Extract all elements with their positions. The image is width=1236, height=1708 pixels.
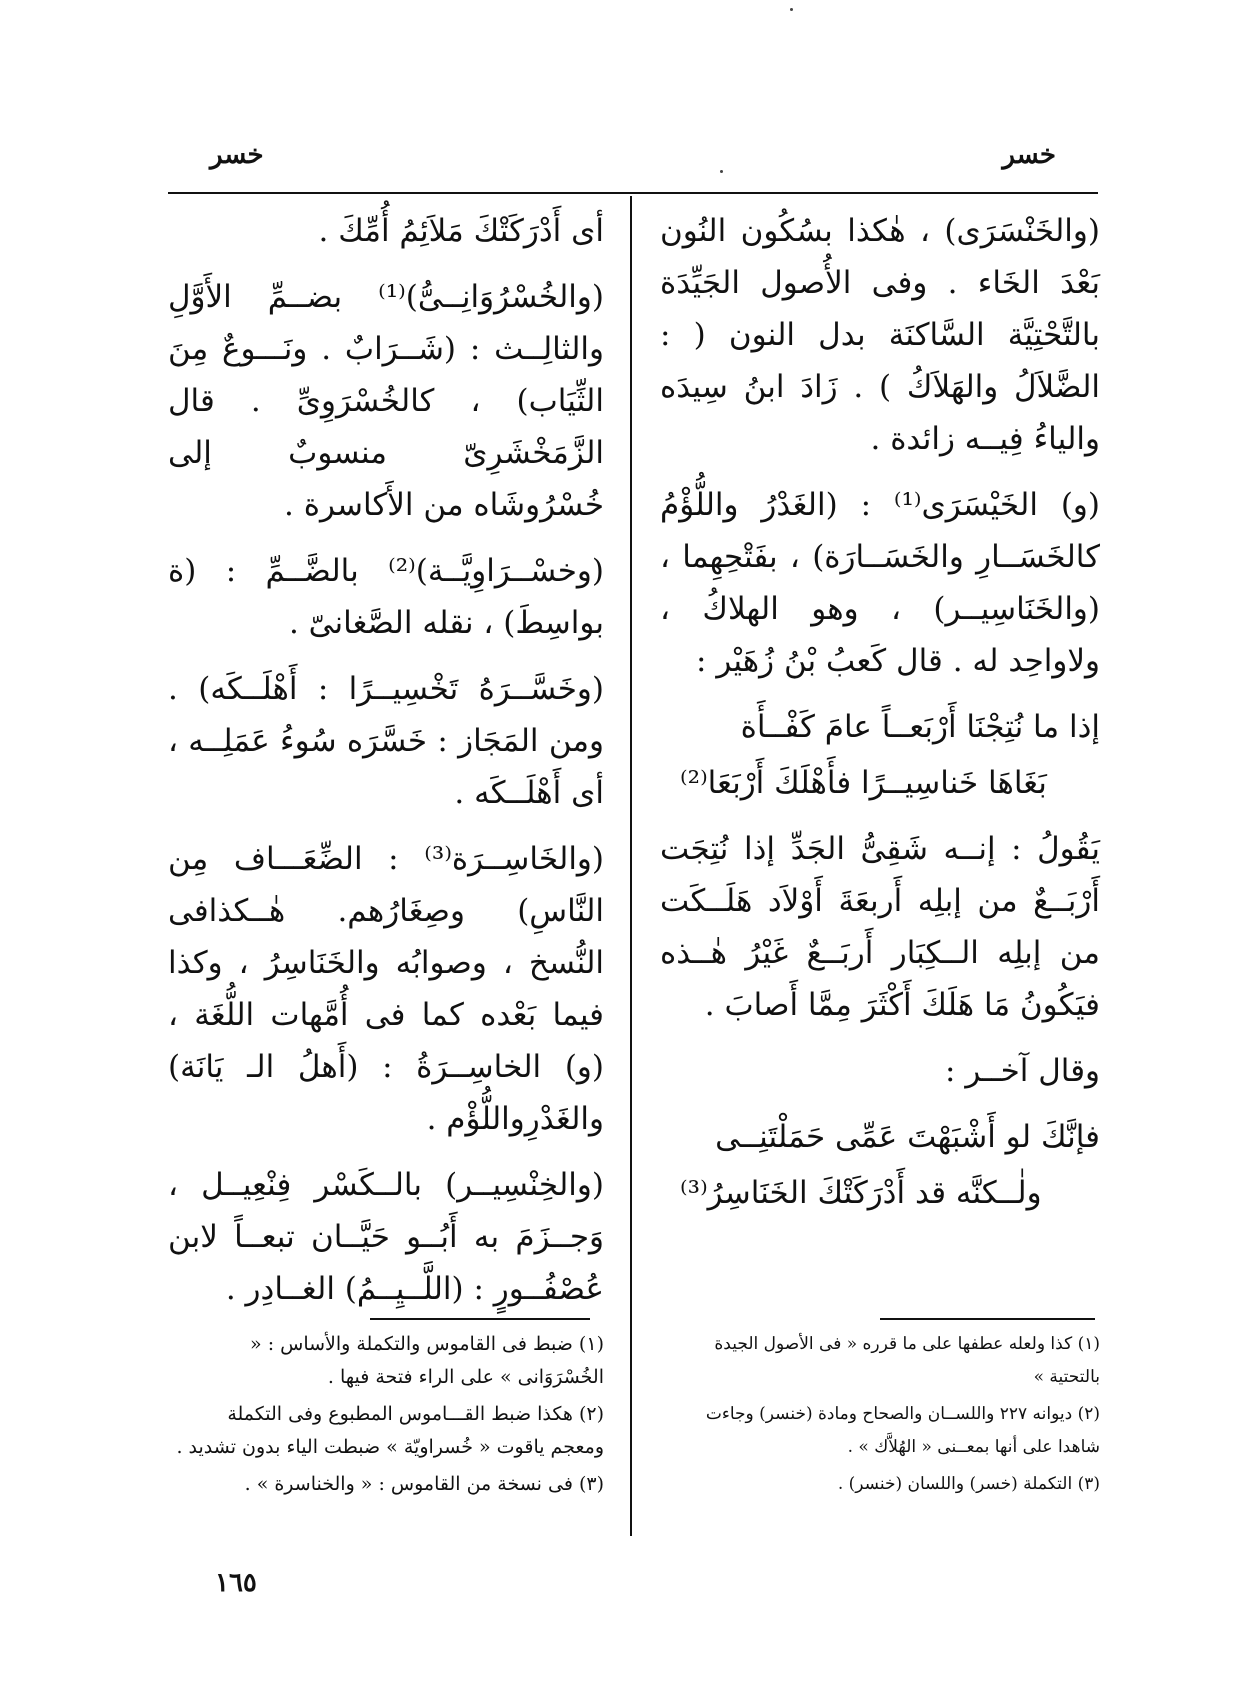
left-column xyxy=(168,205,604,1329)
page-number: ١٦٥ xyxy=(215,1568,257,1598)
footnote: (٣) التكملة (خسر) واللسان (خنسر) . xyxy=(837,1474,1100,1494)
paragraph: (والخُسْرُوَانِــىُّ)⁽¹⁾ بضــمِّ الأَوَّلِ والثالِــث : (شَــرَابٌ . ونَـــوعٌ مِنَ الثِّيَاب) ، كالخُسْرَوِىِّ . قال الزَّمَخْشَرِىّ منسوبٌ إلى خُسْرُوشَاه من الأَكاسرة . xyxy=(168,279,604,523)
column-divider xyxy=(630,196,632,1536)
paragraph: (وخسْــرَاوِيَّــة)⁽²⁾ بالضَّــمِّ : (ة بواسِطَ) ، نقله الصَّغانىّ . xyxy=(168,553,604,641)
paragraph: يَقُولُ : إنــه شَقِىُّ الجَدِّ إذا نُتِجَت أَرْبَــعٌ من إبلِه أَربعَةَ أَوْلاَد هَلَــكَت من إبلِه الــكِبَار أَربَــعٌ غَيْرُ هٰــذه فيَكُونُ مَا هَلَكَ أَكْثَرَ مِمَّا أَصابَ . xyxy=(660,831,1100,1023)
footnote: (١) ضبط فى القاموس والتكملة والأساس : « الخُسْرَوَانى » على الراء فتحة فيها . xyxy=(250,1333,604,1388)
footnotes-right xyxy=(660,1328,1100,1505)
speck xyxy=(790,8,793,11)
paragraph: (والخَنْسَرَى) ، هٰكذا بسُكُون النُون بَعْدَ الخَاء . وفى الأُصول الجَيِّدَة بالتَّحْتِيَّة السَّاكنَة بدل النون ( : الضَّلاَلُ والهَلاَكُ ) . زَادَ ابنُ سِيدَه والياءُ فِيــه زائدة . xyxy=(660,213,1100,457)
paragraph: أى أَدْرَكَتْكَ مَلاَئِمُ أُمِّكَ . xyxy=(318,213,604,249)
footnote-rule-right xyxy=(880,1318,1095,1320)
verse-line: إذا ما نُتِجْنَا أَرْبَعــاً عامَ كَفْــأَة xyxy=(740,709,1100,745)
paragraph: (والخَاسِــرَة⁽³⁾ : الضِّعَـــاف مِن النَّاسِ) وصِغَارُهم. هٰــكذافى النُّسخ ، وصوابُه والخَنَاسِرُ ، وكذا فيما بَعْده كما فى أُمَّهات اللُّغَة ، (و) الخاسِــرَةُ : (أَهلُ الـ يَانَة) والغَدْرِواللُّؤْم . xyxy=(168,841,604,1137)
footnote: (٣) فى نسخة من القاموس : « والخناسرة » . xyxy=(244,1473,604,1495)
paragraph: (والخِنْسِيــر) بالــكَسْر فِنْعِيــل ، وَجــزَمَ به أَبُــو حَيَّــان تبعــاً لابن عُصْفُــورٍ : (اللَّــيِــمُ) الغــادِر . xyxy=(168,1167,604,1307)
footnote-rule-left xyxy=(370,1318,590,1320)
verse-line: فإنَّكَ لو أَشْبَهْتَ عَمِّى حَمَلْتَنِــى xyxy=(715,1119,1100,1155)
verse-line: ولٰــكنَّه قد أَدْرَكَتْكَ الخَنَاسِرُ⁽³⁾ xyxy=(680,1175,1042,1211)
header-word-right: خسر xyxy=(1002,140,1056,170)
footnote: (٢) ديوانه ٢٢٧ واللســان والصحاح ومادة (خنسر) وجاءت شاهدا على أنها بمعــنى « الهُلاَّك » . xyxy=(705,1404,1100,1457)
paragraph: (و) الخَيْسَرَى⁽¹⁾ : (الغَدْرُ واللُّؤْمُ كالخَسَــارِ والخَسَــارَة) ، بفَتْحِهِما ، (والخَنَاسِيــر) ، وهو الهلاكُ ، ولاواحِد له . قال كَعبُ بْنُ زُهَيْر : xyxy=(660,487,1100,679)
top-rule xyxy=(168,192,1098,194)
speck xyxy=(720,170,723,173)
footnote: (١) كذا ولعله عطفها على ما قرره « فى الأصول الجيدة بالتحتية » xyxy=(714,1334,1100,1387)
verse-line: بَغَاهَا خَناسِيــرًا فأَهْلَكَ أَرْبَعَا⁽²⁾ xyxy=(680,765,1047,801)
footnote: (٢) هكذا ضبط القـــاموس المطبوع وفى التكملة ومعجم ياقوت « خُسراويّة » ضبطت الياء بدون تشديد . xyxy=(176,1403,604,1458)
header-word-left: خسر xyxy=(210,140,264,170)
footnotes-left xyxy=(168,1328,604,1505)
paragraph: (وخَسَّــرَهُ تَخْسِيــرًا : أَهْلَــكَه) . ومن المَجَاز : خَسَّرَه سُوءُ عَمَلِــه ، أى أَهْلَــكَه . xyxy=(168,671,604,811)
right-column xyxy=(660,205,1100,1233)
paragraph: وقال آخــر : xyxy=(945,1053,1100,1089)
